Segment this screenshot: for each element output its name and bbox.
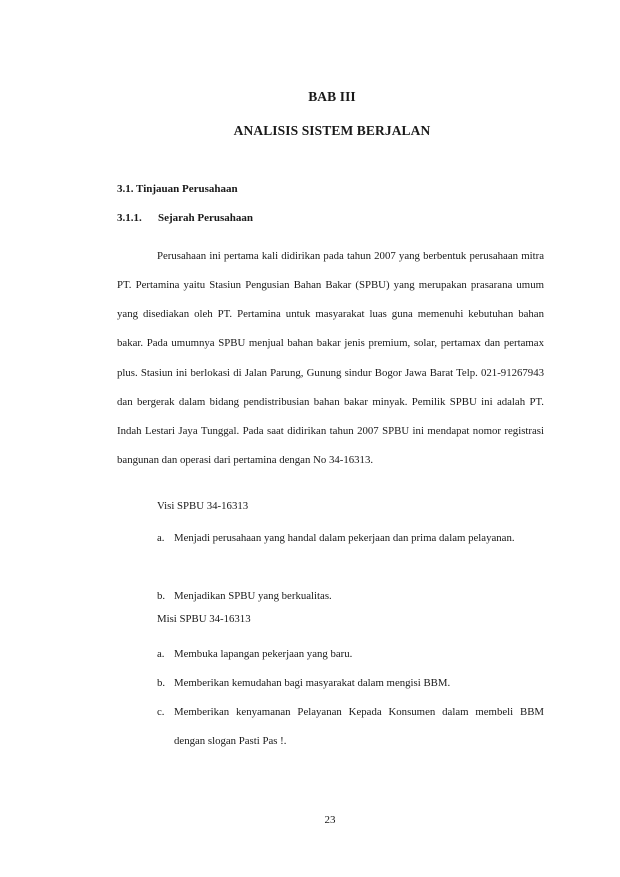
list-marker: c. [157, 706, 165, 718]
subsection-title: Sejarah Perusahaan [158, 212, 254, 224]
subsection-number: 3.1.1. [117, 212, 142, 224]
visi-item [157, 582, 544, 611]
chapter-label: BAB III [308, 89, 356, 104]
list-marker: b. [157, 677, 166, 689]
list-marker: a. [157, 648, 165, 660]
list-item-text: Memberikan kenyamanan Pelayanan Kepada Konsumen dalam membeli BBM dengan slogan Pasti Pas !. [174, 706, 544, 747]
list-marker: b. [157, 590, 166, 602]
section-heading: 3.1. Tinjauan Perusahaan [117, 183, 238, 195]
misi-item [157, 640, 544, 669]
subsection-heading [117, 212, 253, 224]
misi-item [157, 698, 544, 756]
misi-label: Misi SPBU 34-16313 [157, 613, 251, 625]
list-item-text: Membuka lapangan pekerjaan yang baru. [174, 648, 353, 660]
list-marker: a. [157, 532, 165, 544]
visi-label: Visi SPBU 34-16313 [157, 500, 249, 512]
history-paragraph: Perusahaan ini pertama kali didirikan pada tahun 2007 yang berbentuk perusahaan mitra PT. Pertamina yaitu Stasiun Pengusian Bahan Bakar (SPBU) yang merupakan prasarana umum yang disediakan oleh PT. Pertamina untuk masyarakat luas guna memenuhi kebutuhan bahan bakar. Pada umumnya SPBU menjual bahan bakar jenis premium, solar, pertamax dan pertamax plus. Stasiun ini berlokasi di Jalan Parung, Gunung sindur Bogor Jawa Barat Telp. 021-91267943 dan bergerak dalam bidang pendistribusian bahan bakar minyak. Pemilik SPBU ini adalah PT. Indah Lestari Jaya Tunggal. Pada saat didirikan tahun 2007 SPBU ini mendapat nomor registrasi bangunan dan operasi dari pertamina dengan No 34-16313. [117, 249, 544, 467]
visi-item [157, 524, 544, 553]
list-item-text: Menjadikan SPBU yang berkualitas. [174, 590, 332, 602]
chapter-title: ANALISIS SISTEM BERJALAN [233, 123, 431, 138]
list-item-text: Memberikan kemudahan bagi masyarakat dalam mengisi BBM. [174, 677, 451, 689]
page-number: 23 [324, 814, 336, 826]
misi-item [157, 669, 544, 698]
list-item-text: Menjadi perusahaan yang handal dalam pekerjaan dan prima dalam pelayanan. [174, 532, 515, 544]
